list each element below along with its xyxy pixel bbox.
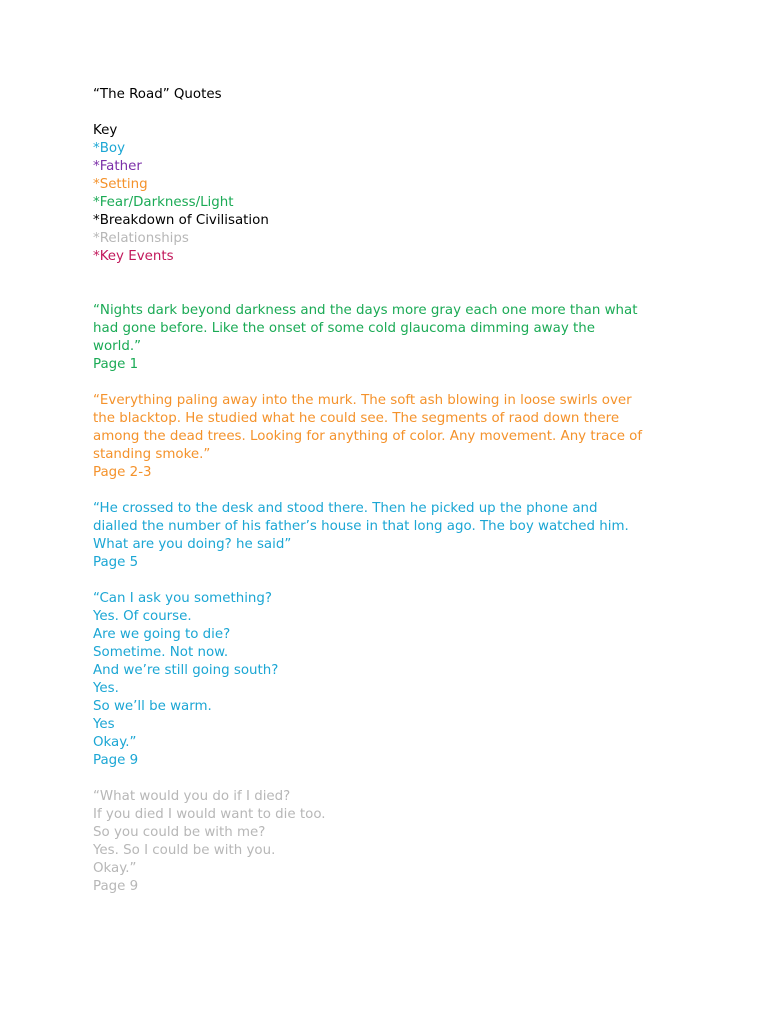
- key-item-setting: *Setting: [93, 177, 148, 192]
- quote-text-line: Sometime. Not now.: [93, 645, 229, 660]
- quote-text-line: Yes. Of course.: [93, 609, 192, 624]
- quote-list: [93, 302, 693, 896]
- key-item-key-events: *Key Events: [93, 249, 174, 264]
- quote-text-line: Yes.: [93, 681, 119, 696]
- quote-text-line: Yes: [93, 717, 115, 732]
- quote-text-line: had gone before. Like the onset of some cold glaucoma dimming away the: [93, 321, 595, 336]
- key-item-father: *Father: [93, 159, 142, 174]
- quote-page-reference: Page 9: [93, 879, 139, 894]
- quote-text-line: So you could be with me?: [93, 825, 266, 840]
- quote-block: [93, 302, 693, 374]
- quote-text-line: “What would you do if I died?: [93, 789, 291, 804]
- quote-block: [93, 590, 693, 770]
- quote-page-reference: Page 1: [93, 357, 139, 372]
- quote-text-line: If you died I would want to die too.: [93, 807, 326, 822]
- quote-text-line: “Can I ask you something?: [93, 591, 273, 606]
- document-page: [93, 86, 693, 914]
- quote-text-line: Okay.”: [93, 735, 137, 750]
- key-heading: Key: [93, 123, 118, 138]
- quote-page-reference: Page 9: [93, 753, 139, 768]
- quote-text-line: world.”: [93, 339, 142, 354]
- key-item-relationships: *Relationships: [93, 231, 189, 246]
- quote-text-line: among the dead trees. Looking for anything of color. Any movement. Any trace of: [93, 429, 643, 444]
- key-item-boy: *Boy: [93, 141, 125, 156]
- key-item-fear-darkness-light: *Fear/Darkness/Light: [93, 195, 234, 210]
- quote-block: [93, 392, 693, 482]
- color-key: [93, 122, 693, 266]
- quote-text-line: the blacktop. He studied what he could see. The segments of raod down there: [93, 411, 620, 426]
- quote-text-line: “Everything paling away into the murk. The soft ash blowing in loose swirls over: [93, 393, 632, 408]
- quote-text-line: Are we going to die?: [93, 627, 231, 642]
- quote-page-reference: Page 5: [93, 555, 139, 570]
- quote-text-line: dialled the number of his father’s house in that long ago. The boy watched him.: [93, 519, 629, 534]
- quote-text-line: Yes. So I could be with you.: [93, 843, 276, 858]
- quote-text-line: What are you doing? he said”: [93, 537, 292, 552]
- quote-text-line: And we’re still going south?: [93, 663, 279, 678]
- key-item-breakdown-of-civilisation: *Breakdown of Civilisation: [93, 213, 269, 228]
- document-title: “The Road” Quotes: [93, 87, 222, 102]
- quote-block: [93, 788, 693, 896]
- quote-page-reference: Page 2-3: [93, 465, 152, 480]
- quote-text-line: So we’ll be warm.: [93, 699, 212, 714]
- quote-block: [93, 500, 693, 572]
- quote-text-line: “Nights dark beyond darkness and the days more gray each one more than what: [93, 303, 638, 318]
- quote-text-line: standing smoke.”: [93, 447, 211, 462]
- quote-text-line: Okay.”: [93, 861, 137, 876]
- quote-text-line: “He crossed to the desk and stood there. Then he picked up the phone and: [93, 501, 598, 516]
